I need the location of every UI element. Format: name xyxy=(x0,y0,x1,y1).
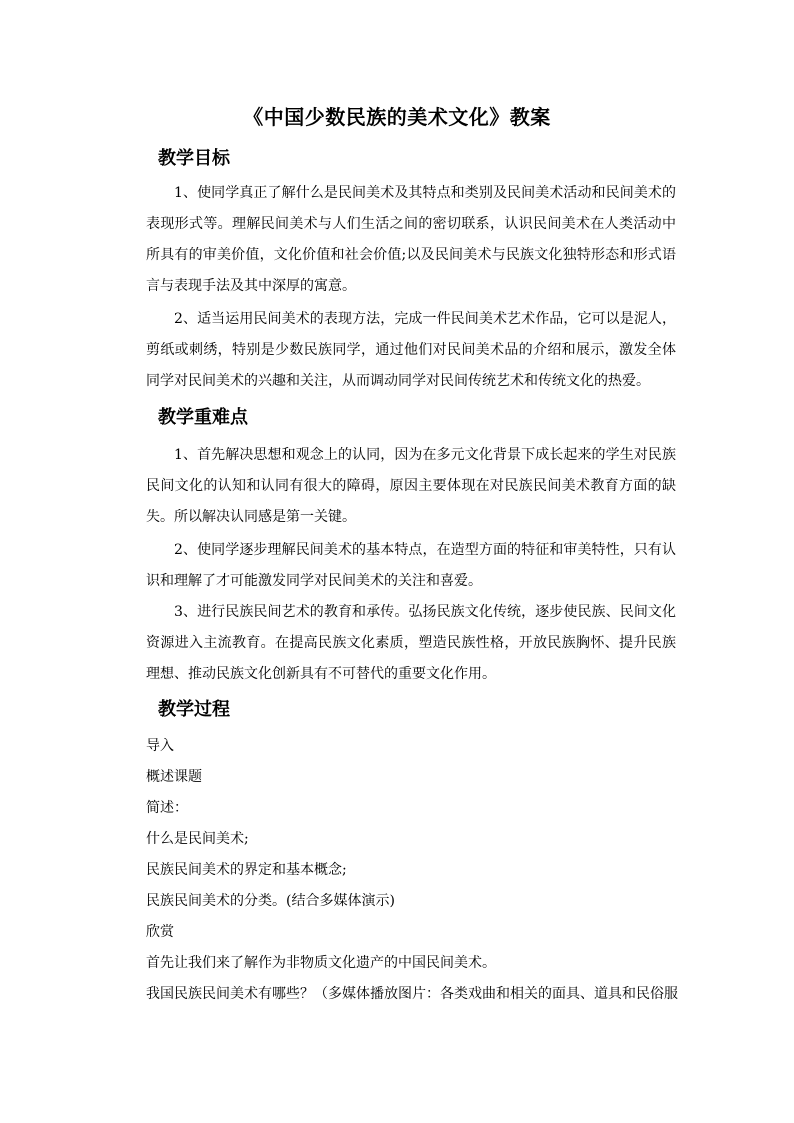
document-title: 《中国少数民族的美术文化》教案 xyxy=(243,105,551,129)
process-line-overview: 概述课题 xyxy=(146,769,202,785)
process-line-brief: 简述： xyxy=(146,800,188,816)
process-line-definition: 民族民间美术的界定和基本概念; xyxy=(146,862,347,878)
objectives-paragraph-1: 1、使同学真正了解什么是民间美术及其特点和类别及民间美术活动和民间美术的表现形式等。理解民间美术与人们生活之间的密切联系，认识民间美术在人类活动中所具有的审美价值，文化价值和社会价值;以及民间美术与民族文化独特形态和形式语言与表现手法及其中深厚的寓意。 xyxy=(146,185,676,294)
objectives-paragraph-2: 2、适当运用民间美术的表现方法，完成一件民间美术艺术作品，它可以是泥人，剪纸或刺绣，特别是少数民族同学，通过他们对民间美术品的介绍和展示，激发全体同学对民间美术的兴趣和关注，从而调动同学对民间传统艺术和传统文化的热爱。 xyxy=(146,311,676,389)
difficulties-paragraph-3: 3、进行民族民间艺术的教育和承传。弘扬民族文化传统，逐步使民族、民间文化资源进入主流教育。在提高民族文化素质，塑造民族性格，开放民族胸怀、提升民族理想、推动民族文化创新具有不可替代的重要文化作用。 xyxy=(146,604,676,682)
heading-difficulties: 教学重难点 xyxy=(158,407,248,428)
process-line-what-is: 什么是民间美术; xyxy=(146,831,249,847)
difficulties-paragraph-2: 2、使同学逐步理解民间美术的基本特点，在造型方面的特征和审美特性，只有认识和理解了才可能激发同学对民间美术的关注和喜爱。 xyxy=(146,542,676,589)
process-line-classification: 民族民间美术的分类。(结合多媒体演示) xyxy=(146,893,395,909)
process-line-question: 我国民族民间美术有哪些？（多媒体播放图片：各类戏曲和相关的面具、道具和民俗服 xyxy=(146,986,678,1002)
heading-process: 教学过程 xyxy=(158,699,230,720)
difficulties-paragraph-1: 1、首先解决思想和观念上的认同，因为在多元文化背景下成长起来的学生对民族民间文化的认知和认同有很大的障碍，原因主要体现在对民族民间美术教育方面的缺失。所以解决认同感是第一关键。 xyxy=(146,447,676,525)
heading-objectives: 教学目标 xyxy=(158,148,230,169)
process-line-heritage: 首先让我们来了解作为非物质文化遗产的中国民间美术。 xyxy=(146,955,496,971)
process-line-intro: 导入 xyxy=(146,738,174,754)
process-line-appreciation: 欣赏 xyxy=(146,924,174,940)
